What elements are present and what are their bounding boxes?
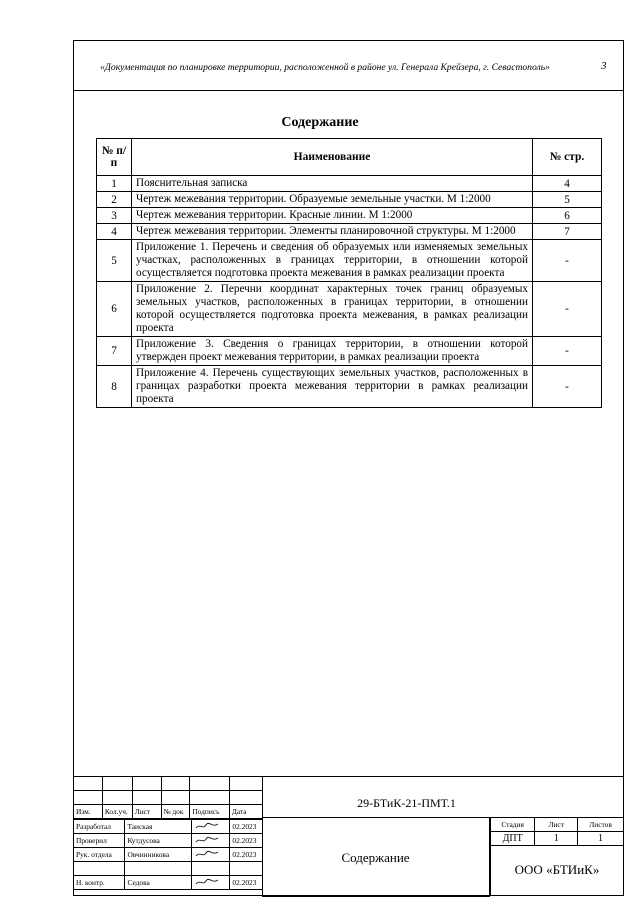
- page-number: 3: [601, 60, 607, 72]
- signature-date: 02.2023: [230, 820, 263, 834]
- signer-role: Проверил: [74, 834, 125, 848]
- row-title: Приложение 4. Перечень существующих земельных участков, расположенных в границах разработки проекта межевания территории в рамках реализации проекта: [132, 366, 533, 408]
- signature-date: [230, 862, 263, 876]
- signer-name: Кутдусова: [125, 834, 191, 848]
- row-title: Приложение 1. Перечень и сведения об образуемых или изменяемых земельных участках, расположенных в границах территории, в отношении которой осуществляется подготовка проекта межевания в рамках реализации проекта: [132, 240, 533, 282]
- signer-role: [74, 862, 125, 876]
- table-row: [97, 176, 602, 192]
- row-page: 4: [533, 176, 602, 192]
- table-row: [97, 337, 602, 366]
- signer-name: [125, 862, 191, 876]
- signature: [191, 876, 230, 890]
- revision-column-header: № док: [161, 805, 190, 819]
- signer-name: Седова: [125, 876, 191, 890]
- sheet-label: Лист: [535, 818, 578, 832]
- row-number: 2: [97, 192, 132, 208]
- revision-column-header: Подпись: [190, 805, 230, 819]
- row-page: -: [533, 366, 602, 408]
- row-title: Чертеж межевания территории. Образуемые земельные участки. М 1:2000: [132, 192, 533, 208]
- row-title: Приложение 3. Сведения о границах территории, в отношении которой утвержден проект межевания территории, в рамках реализации проекта: [132, 337, 533, 366]
- contents-table: [96, 138, 602, 408]
- signature-row: [74, 876, 263, 890]
- document-code: 29-БТиК-21-ПМТ.1: [357, 796, 456, 810]
- signature-date: 02.2023: [230, 848, 263, 862]
- signature-mark: [194, 822, 220, 830]
- signature: [191, 820, 230, 834]
- signature-date: 02.2023: [230, 876, 263, 890]
- signature: [191, 834, 230, 848]
- column-header-number: № п/п: [97, 139, 132, 176]
- sheets-value: 1: [578, 832, 624, 846]
- signature-row: [74, 862, 263, 876]
- signature: [191, 862, 230, 876]
- row-number: 4: [97, 224, 132, 240]
- table-row: [97, 366, 602, 408]
- revision-table: [73, 776, 263, 819]
- row-page: 5: [533, 192, 602, 208]
- row-title: Пояснительная записка: [132, 176, 533, 192]
- signer-role: Разработал: [74, 820, 125, 834]
- row-number: 1: [97, 176, 132, 192]
- organization-name: ООО «БТИиК»: [514, 862, 600, 877]
- table-header-row: [97, 139, 602, 176]
- signature-row: [74, 848, 263, 862]
- document-header: «Документация по планировке территории, расположенной в районе ул. Генерала Крейзера, г. Севастополь»: [100, 62, 550, 73]
- revision-header-row: [74, 805, 263, 819]
- table-row: [97, 240, 602, 282]
- signature-mark: [194, 850, 220, 858]
- table-row: [97, 192, 602, 208]
- signature-mark: [194, 836, 220, 844]
- sheet-value: 1: [535, 832, 578, 846]
- row-page: -: [533, 337, 602, 366]
- page-title: Содержание: [281, 115, 359, 130]
- row-number: 8: [97, 366, 132, 408]
- row-title: Приложение 2. Перечни координат характерных точек границ образуемых земельных участков, расположенных в границах территории, в отношении которой осуществляется подготовка проекта межевания, в рамках реализации проекта: [132, 282, 533, 337]
- revision-column-header: Изм.: [74, 805, 103, 819]
- signer-name: Таиская: [125, 820, 191, 834]
- signature-date: 02.2023: [230, 834, 263, 848]
- stage-value: ДПТ: [491, 832, 535, 846]
- row-title: Чертеж межевания территории. Красные линии. М 1:2000: [132, 208, 533, 224]
- row-page: -: [533, 240, 602, 282]
- table-row: [97, 208, 602, 224]
- signature-row: [74, 834, 263, 848]
- title-block: [73, 776, 624, 896]
- row-number: 7: [97, 337, 132, 366]
- row-number: 5: [97, 240, 132, 282]
- sheets-label: Листов: [578, 818, 624, 832]
- row-number: 3: [97, 208, 132, 224]
- column-header-page: № стр.: [533, 139, 602, 176]
- signer-role: Рук. отдела: [74, 848, 125, 862]
- revision-column-header: Кол.уч.: [102, 805, 132, 819]
- signer-name: Овчинникова: [125, 848, 191, 862]
- row-page: 7: [533, 224, 602, 240]
- table-row: [97, 282, 602, 337]
- signature-mark: [194, 878, 220, 886]
- column-header-name: Наименование: [132, 139, 533, 176]
- table-row: [97, 224, 602, 240]
- row-page: 6: [533, 208, 602, 224]
- revision-column-header: Дата: [229, 805, 262, 819]
- row-title: Чертеж межевания территории. Элементы планировочной структуры. М 1:2000: [132, 224, 533, 240]
- row-number: 6: [97, 282, 132, 337]
- header-divider: [73, 90, 624, 91]
- sheet-name: Содержание: [341, 850, 410, 865]
- signer-role: Н. контр.: [74, 876, 125, 890]
- signature: [191, 848, 230, 862]
- revision-column-header: Лист: [132, 805, 161, 819]
- signatures-table: [73, 819, 263, 890]
- stage-table: [490, 817, 624, 896]
- stage-label: Стадия: [491, 818, 535, 832]
- signature-row: [74, 820, 263, 834]
- row-page: -: [533, 282, 602, 337]
